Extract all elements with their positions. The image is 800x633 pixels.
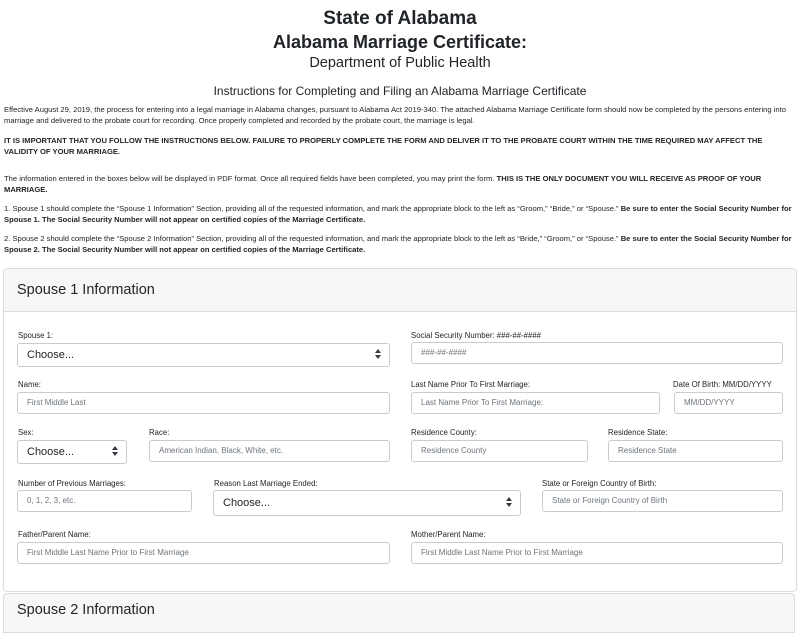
mother-name-input[interactable]: First Middle Last Name Prior to First Marriage: [411, 542, 783, 564]
residence-county-input[interactable]: Residence County: [411, 440, 588, 462]
prior-last-name-label: Last Name Prior To First Marriage:: [411, 380, 531, 389]
dob-label: Date Of Birth: MM/DD/YYYY: [673, 380, 772, 389]
previous-marriages-input[interactable]: 0, 1, 2, 3, etc.: [17, 490, 192, 512]
spouse-1-type-label: Spouse 1:: [18, 331, 54, 340]
intro-paragraph-4: 1. Spouse 1 should complete the “Spouse 1 Information” Section, providing all of the requested information, and mark the appropriate block to the left as “Groom,” “Bride,” or “Spouse.” Be sure to enter the Social Security Number for Spouse 1. The Social Security Number will not appear on certified copies of the Marriage Certificate.: [4, 204, 792, 224]
prior-last-name-input[interactable]: Last Name Prior To First Marriage:: [411, 392, 660, 414]
race-label: Race:: [149, 428, 170, 437]
dob-input[interactable]: MM/DD/YYYY: [674, 392, 783, 414]
page-header: [0, 0, 800, 99]
intro-paragraph-2: IT IS IMPORTANT THAT YOU FOLLOW THE INSTRUCTIONS BELOW. FAILURE TO PROPERLY COMPLETE THE FORM AND DELIVER IT TO THE PROBATE COURT WITHIN THE TIME REQUIRED MAY AFFECT THE VALIDITY OF YOUR MARRIAGE.: [4, 136, 763, 156]
sex-label: Sex:: [18, 428, 34, 437]
father-name-input[interactable]: First Middle Last Name Prior to First Marriage: [17, 542, 390, 564]
previous-marriages-label: Number of Previous Marriages:: [18, 479, 126, 488]
select-caret-icon: [506, 497, 512, 509]
spouse-1-header: Spouse 1 Information: [4, 269, 796, 312]
father-name-label: Father/Parent Name:: [18, 530, 91, 539]
residence-state-input[interactable]: Residence State: [608, 440, 783, 462]
select-caret-icon: [375, 349, 381, 361]
residence-county-label: Residence County:: [411, 428, 477, 437]
intro-paragraph-5: 2. Spouse 2 should complete the “Spouse 2 Information” Section, providing all of the requested information, and mark the appropriate block to the left as “Bride,” “Groom,” or “Spouse.” Be sure to enter the Social Security Number for Spouse 2. The Social Security Number will not appear on certified copies of the Marriage Certificate.: [4, 234, 792, 254]
instructions-title: Instructions for Completing and Filing an Alabama Marriage Certificate: [213, 84, 587, 98]
race-input[interactable]: American Indian, Black, White, etc.: [149, 440, 390, 462]
mother-name-label: Mother/Parent Name:: [411, 530, 486, 539]
name-input[interactable]: First Middle Last: [17, 392, 390, 414]
select-caret-icon: [112, 446, 118, 458]
residence-state-label: Residence State:: [608, 428, 668, 437]
birth-country-label: State or Foreign Country of Birth:: [542, 479, 657, 488]
reason-ended-select[interactable]: Choose...: [213, 490, 521, 516]
intro-paragraph-3: The information entered in the boxes below will be displayed in PDF format. Once all required fields have been completed, you may print the form. THIS IS THE ONLY DOCUMENT YOU WILL RECEIVE AS PROOF OF YOUR MARRIAGE.: [4, 174, 762, 194]
certificate-title: Alabama Marriage Certificate:: [272, 32, 528, 52]
birth-country-input[interactable]: State or Foreign Country of Birth: [542, 490, 783, 512]
ssn-input[interactable]: ###-##-####: [411, 342, 783, 364]
instructions-text: [0, 105, 800, 255]
department-title: Department of Public Health: [309, 55, 491, 71]
spouse-1-type-select[interactable]: Choose...: [17, 343, 390, 367]
spouse-2-header: Spouse 2 Information: [3, 593, 795, 633]
spouse-1-card: [3, 268, 797, 592]
ssn-label: Social Security Number: ###-##-####: [411, 331, 542, 340]
intro-paragraph-1: Effective August 29, 2019, the process for entering into a legal marriage in Alabama changes, pursuant to Alabama Act 2019-340. The attached Alabama Marriage Certificate form should now be completed by the persons entering into marriage and delivered to the probate court for recording. Once properly completed and recorded by the probate court, the marriage is legal.: [4, 105, 786, 125]
name-label: Name:: [18, 380, 41, 389]
sex-select[interactable]: Choose...: [17, 440, 127, 464]
reason-ended-label: Reason Last Marriage Ended:: [214, 479, 318, 488]
state-title: State of Alabama: [323, 8, 477, 29]
